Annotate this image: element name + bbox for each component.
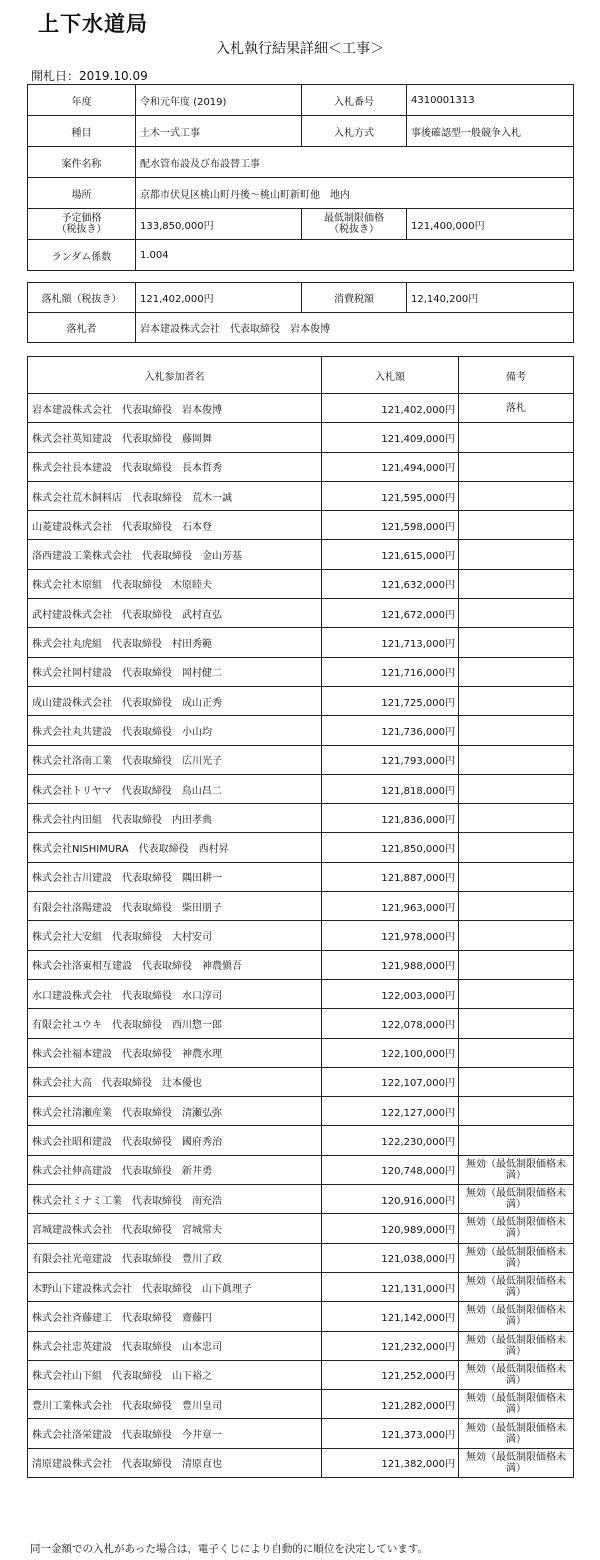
bidder-name-cell: 武村建設株式会社 代表取締役 武村直弘 (28, 599, 322, 628)
project-label: 案件名称 (28, 147, 136, 178)
remark-cell (459, 1126, 574, 1155)
bidder-name-cell: 株式会社木原組 代表取締役 木原睦夫 (28, 569, 322, 598)
bidder-name-cell: 豊川工業株式会社 代表取締役 豊川皇司 (28, 1390, 322, 1419)
remark-cell (459, 716, 574, 745)
bid-no-value: 4310001313 (407, 85, 574, 116)
remark-cell (459, 862, 574, 891)
bid-amount-cell: 121,494,000円 (322, 452, 459, 481)
bidder-name-cell: 有限会社洛陽建設 代表取締役 柴田朋子 (28, 892, 322, 921)
bidder-name-header: 入札参加者名 (28, 357, 322, 394)
est-price-value: 133,850,000円 (136, 209, 302, 240)
random-label: ランダム係数 (28, 240, 136, 271)
remark-cell (459, 774, 574, 803)
info-row-place (28, 178, 574, 209)
bid-amount-cell: 122,078,000円 (322, 1009, 459, 1038)
method-label: 入札方式 (302, 116, 407, 147)
remark-cell: 無効（最低制限価格未満） (459, 1448, 574, 1477)
table-row (28, 716, 574, 745)
table-row (28, 1126, 574, 1155)
remark-cell (459, 481, 574, 510)
place-label: 場所 (28, 178, 136, 209)
bid-amount-cell: 121,713,000円 (322, 628, 459, 657)
bid-amount-cell: 121,793,000円 (322, 745, 459, 774)
min-price-label-text: 最低制限価格 （税抜き） (324, 213, 384, 235)
tax-label: 消費税額 (302, 283, 407, 313)
table-row (28, 511, 574, 540)
bid-amount-cell: 120,916,000円 (322, 1185, 459, 1214)
remark-cell (459, 511, 574, 540)
bidder-name-cell: 株式会社昭和建設 代表取締役 國府秀治 (28, 1126, 322, 1155)
bid-amount-cell: 122,107,000円 (322, 1067, 459, 1096)
bidder-name-cell: 株式会社大安組 代表取締役 大村安司 (28, 921, 322, 950)
table-row (28, 833, 574, 862)
remark-cell: 無効（最低制限価格未満） (459, 1302, 574, 1331)
table-row (28, 1272, 574, 1301)
info-row-random (28, 240, 574, 271)
bid-amount-cell: 121,409,000円 (322, 423, 459, 452)
bidder-name-cell: 有限会社ユウキ 代表取締役 西川惣一郎 (28, 1009, 322, 1038)
remark-cell (459, 950, 574, 979)
table-row (28, 1185, 574, 1214)
bid-amount-header: 入札額 (322, 357, 459, 394)
min-price-label (302, 209, 407, 240)
method-value: 事後確認型一般競争入札 (407, 116, 574, 147)
bid-amount-cell: 120,989,000円 (322, 1214, 459, 1243)
bid-amount-cell: 121,282,000円 (322, 1390, 459, 1419)
bid-amount-cell: 121,672,000円 (322, 599, 459, 628)
table-row (28, 1331, 574, 1360)
remark-cell (459, 745, 574, 774)
table-row (28, 599, 574, 628)
bidder-name-cell: 株式会社斉藤建工 代表取締役 齋藤円 (28, 1302, 322, 1331)
bidder-name-cell: 株式会社ミナミ工業 代表取締役 南充浩 (28, 1185, 322, 1214)
bid-amount-cell: 121,373,000円 (322, 1419, 459, 1448)
remark-cell: 無効（最低制限価格未満） (459, 1360, 574, 1389)
table-row (28, 481, 574, 510)
page-title: 入札執行結果詳細＜工事＞ (216, 41, 384, 57)
bidder-name-cell: 山菱建設株式会社 代表取締役 石本登 (28, 511, 322, 540)
bidder-name-cell: 株式会社NISHIMURA 代表取締役 西村昇 (28, 833, 322, 862)
remark-cell (459, 569, 574, 598)
category-value: 土木一式工事 (136, 116, 302, 147)
table-row (28, 569, 574, 598)
table-row (28, 1067, 574, 1096)
open-date: 開札日：2019.10.09 (31, 69, 148, 83)
bidder-name-cell: 岩本建設株式会社 代表取締役 岩本俊博 (28, 394, 322, 423)
bidder-name-cell: 清原建設株式会社 代表取締役 清原直也 (28, 1448, 322, 1477)
table-row (28, 804, 574, 833)
table-row (28, 921, 574, 950)
bid-amount-cell: 121,963,000円 (322, 892, 459, 921)
table-row (28, 862, 574, 891)
remark-cell: 無効（最低制限価格未満） (459, 1390, 574, 1419)
remark-cell (459, 452, 574, 481)
remark-cell (459, 979, 574, 1008)
bid-amount-cell: 121,598,000円 (322, 511, 459, 540)
bidder-name-cell: 株式会社伸高建設 代表取締役 新井勇 (28, 1155, 322, 1184)
bidder-name-cell: 株式会社古川建設 代表取締役 隅田耕一 (28, 862, 322, 891)
remark-cell (459, 599, 574, 628)
table-row (28, 1214, 574, 1243)
bidder-name-cell: 株式会社洛南工業 代表取締役 広川光子 (28, 745, 322, 774)
remark-cell: 無効（最低制限価格未満） (459, 1419, 574, 1448)
remark-cell (459, 1038, 574, 1067)
year-label: 年度 (28, 85, 136, 116)
remark-cell: 落札 (459, 394, 574, 423)
bidder-name-cell: 株式会社荒木飼料店 代表取締役 荒木一誠 (28, 481, 322, 510)
bid-amount-cell: 121,402,000円 (322, 394, 459, 423)
bidder-name-cell: 成山建設株式会社 代表取締役 成山正秀 (28, 686, 322, 715)
bid-amount-cell: 121,988,000円 (322, 950, 459, 979)
table-row (28, 540, 574, 569)
award-row-amount (28, 283, 574, 313)
remark-cell (459, 892, 574, 921)
remark-cell: 無効（最低制限価格未満） (459, 1331, 574, 1360)
remark-cell: 無効（最低制限価格未満） (459, 1155, 574, 1184)
remark-cell: 無効（最低制限価格未満） (459, 1214, 574, 1243)
bid-amount-cell: 121,232,000円 (322, 1331, 459, 1360)
table-row (28, 1155, 574, 1184)
remark-cell (459, 1097, 574, 1126)
bid-amount-cell: 122,230,000円 (322, 1126, 459, 1155)
award-row-winner (28, 313, 574, 343)
bidder-name-cell: 株式会社洛栄建設 代表取締役 今井章一 (28, 1419, 322, 1448)
bid-amount-cell: 121,725,000円 (322, 686, 459, 715)
winner-value: 岩本建設株式会社 代表取締役 岩本俊博 (136, 313, 574, 343)
bid-amount-cell: 121,978,000円 (322, 921, 459, 950)
bidder-name-cell: 木野山下建設株式会社 代表取締役 山下眞理子 (28, 1272, 322, 1301)
bidder-name-cell: 株式会社丸共建設 代表取締役 小山均 (28, 716, 322, 745)
project-value: 配水管布設及び布設替工事 (136, 147, 574, 178)
table-row (28, 1448, 574, 1477)
remark-header: 備考 (459, 357, 574, 394)
min-price-value: 121,400,000円 (407, 209, 574, 240)
remark-cell (459, 628, 574, 657)
bid-amount-cell: 121,131,000円 (322, 1272, 459, 1301)
table-row (28, 423, 574, 452)
bidder-name-cell: 株式会社岡村建設 代表取締役 岡村健二 (28, 657, 322, 686)
bid-amount-cell: 121,632,000円 (322, 569, 459, 598)
bidder-name-cell: 株式会社山下組 代表取締役 山下裕之 (28, 1360, 322, 1389)
bid-amount-cell: 121,716,000円 (322, 657, 459, 686)
bidder-name-cell: 株式会社洛東相互建設 代表取締役 神農愼吾 (28, 950, 322, 979)
remark-cell (459, 833, 574, 862)
table-row (28, 1390, 574, 1419)
place-value: 京都市伏見区桃山町丹後～桃山町新町他 地内 (136, 178, 574, 209)
remark-cell (459, 423, 574, 452)
award-amount-value: 121,402,000円 (136, 283, 302, 313)
remark-cell: 無効（最低制限価格未満） (459, 1243, 574, 1272)
table-row (28, 686, 574, 715)
bidder-name-cell: 宮城建設株式会社 代表取締役 宮城常夫 (28, 1214, 322, 1243)
info-table (27, 84, 574, 271)
bid-table (27, 356, 574, 1478)
table-row (28, 892, 574, 921)
table-row (28, 1243, 574, 1272)
footer-note: 同一金額での入札があった場合は，電子くじにより自動的に順位を決定しています。 (30, 1543, 429, 1555)
table-row (28, 1419, 574, 1448)
bid-amount-cell: 121,836,000円 (322, 804, 459, 833)
bidder-name-cell: 株式会社忠英建設 代表取締役 山本忠司 (28, 1331, 322, 1360)
info-row-category (28, 116, 574, 147)
table-row (28, 1302, 574, 1331)
bid-no-label: 入札番号 (302, 85, 407, 116)
bidder-name-cell: 有限会社光竜建設 代表取締役 豊川了政 (28, 1243, 322, 1272)
bid-rows (28, 394, 574, 1478)
bid-amount-cell: 121,142,000円 (322, 1302, 459, 1331)
remark-cell (459, 921, 574, 950)
org-name: 上下水道局 (38, 12, 148, 36)
bid-amount-cell: 121,038,000円 (322, 1243, 459, 1272)
remark-cell: 無効（最低制限価格未満） (459, 1185, 574, 1214)
info-row-year (28, 85, 574, 116)
bid-header-row (28, 357, 574, 394)
table-row (28, 628, 574, 657)
bid-amount-cell: 121,818,000円 (322, 774, 459, 803)
random-value: 1.004 (136, 240, 574, 271)
remark-cell (459, 657, 574, 686)
bid-amount-cell: 122,003,000円 (322, 979, 459, 1008)
est-price-label (28, 209, 136, 240)
est-price-label-text: 予定価格 （税抜き） (56, 213, 107, 235)
bidder-name-cell: 洛西建設工業株式会社 代表取締役 金山芳基 (28, 540, 322, 569)
remark-cell (459, 804, 574, 833)
remark-cell: 無効（最低制限価格未満） (459, 1272, 574, 1301)
table-row (28, 979, 574, 1008)
table-row (28, 394, 574, 423)
award-table (27, 282, 574, 343)
table-row (28, 745, 574, 774)
category-label: 種目 (28, 116, 136, 147)
table-row (28, 657, 574, 686)
bid-amount-cell: 121,595,000円 (322, 481, 459, 510)
bidder-name-cell: 株式会社長本建設 代表取締役 長本哲秀 (28, 452, 322, 481)
table-row (28, 950, 574, 979)
bidder-name-cell: 株式会社内田組 代表取締役 内田孝典 (28, 804, 322, 833)
bidder-name-cell: 株式会社清瀬産業 代表取締役 清瀬弘弥 (28, 1097, 322, 1126)
bid-amount-cell: 122,127,000円 (322, 1097, 459, 1126)
bidder-name-cell: 株式会社大高 代表取締役 辻本優也 (28, 1067, 322, 1096)
bidder-name-cell: 株式会社福本建設 代表取締役 神農水理 (28, 1038, 322, 1067)
year-value: 令和元年度 (2019) (136, 85, 302, 116)
winner-label: 落札者 (28, 313, 136, 343)
remark-cell (459, 1009, 574, 1038)
bid-amount-cell: 121,382,000円 (322, 1448, 459, 1477)
bid-amount-cell: 120,748,000円 (322, 1155, 459, 1184)
table-row (28, 1038, 574, 1067)
tax-value: 12,140,200円 (407, 283, 574, 313)
remark-cell (459, 540, 574, 569)
bid-amount-cell: 121,887,000円 (322, 862, 459, 891)
table-row (28, 1360, 574, 1389)
award-amount-label: 落札額（税抜き） (28, 283, 136, 313)
bid-amount-cell: 121,736,000円 (322, 716, 459, 745)
bidder-name-cell: 水口建設株式会社 代表取締役 水口淳司 (28, 979, 322, 1008)
bid-amount-cell: 122,100,000円 (322, 1038, 459, 1067)
table-row (28, 1097, 574, 1126)
bid-amount-cell: 121,850,000円 (322, 833, 459, 862)
bid-amount-cell: 121,252,000円 (322, 1360, 459, 1389)
bidder-name-cell: 株式会社英知建設 代表取締役 藤岡舞 (28, 423, 322, 452)
table-row (28, 774, 574, 803)
table-row (28, 1009, 574, 1038)
remark-cell (459, 686, 574, 715)
info-row-price (28, 209, 574, 240)
bidder-name-cell: 株式会社丸虎組 代表取締役 村田秀範 (28, 628, 322, 657)
remark-cell (459, 1067, 574, 1096)
bid-amount-cell: 121,615,000円 (322, 540, 459, 569)
table-row (28, 452, 574, 481)
info-row-project (28, 147, 574, 178)
bidder-name-cell: 株式会社トリヤマ 代表取締役 鳥山昌二 (28, 774, 322, 803)
